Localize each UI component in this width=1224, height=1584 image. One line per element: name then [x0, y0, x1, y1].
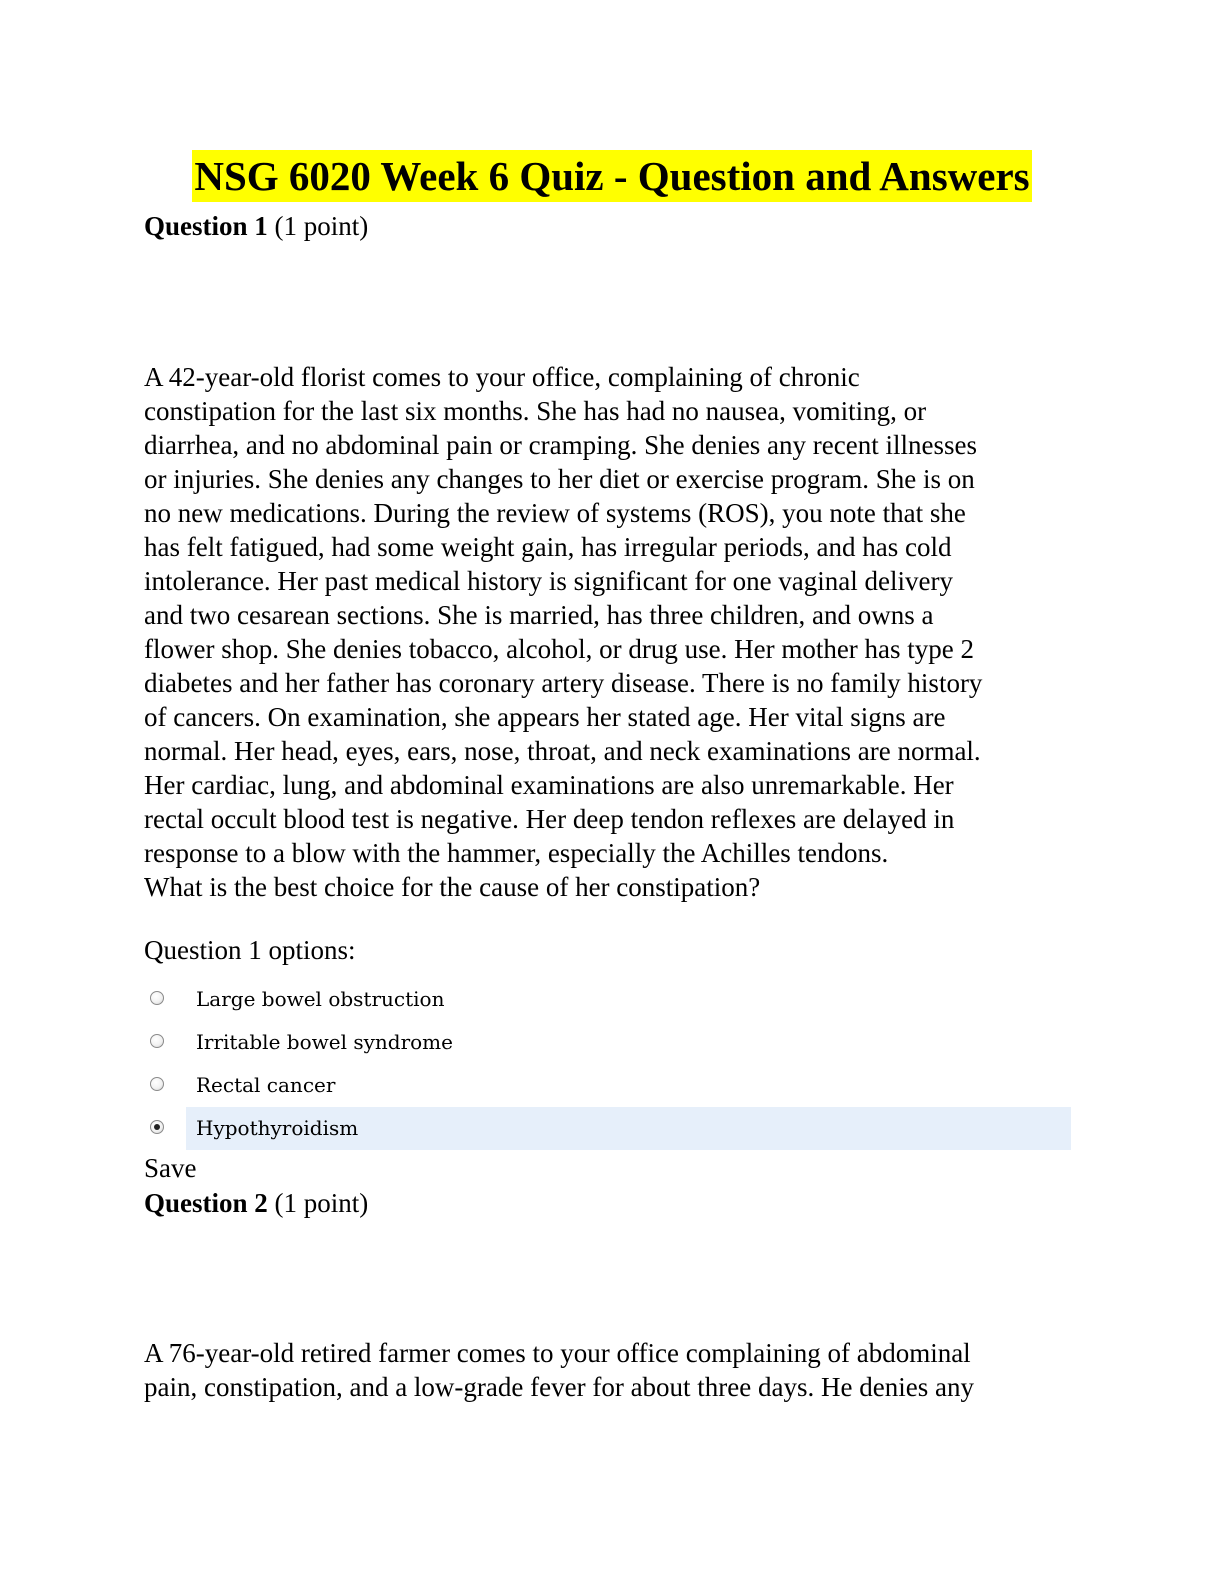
question-1-line: rectal occult blood test is negative. Her deep tendon reflexes are delayed in — [144, 804, 955, 834]
option-rectal-cancer[interactable] — [144, 1064, 1071, 1107]
question-1-line: of cancers. On examination, she appears her stated age. Her vital signs are — [144, 702, 946, 732]
question-1-line: intolerance. Her past medical history is significant for one vaginal delivery — [144, 566, 953, 596]
question-2-label: Question 2 — [144, 1188, 268, 1218]
question-1-line: response to a blow with the hammer, especially the Achilles tendons. — [144, 838, 889, 868]
radio-unselected-icon[interactable] — [150, 1077, 164, 1091]
question-1-options — [144, 978, 1071, 1150]
question-1-line: diarrhea, and no abdominal pain or cramping. She denies any recent illnesses — [144, 430, 977, 460]
question-1-line: constipation for the last six months. She has had no nausea, vomiting, or — [144, 396, 927, 426]
question-1-heading — [144, 209, 368, 243]
question-1-options-label: Question 1 options: — [144, 935, 356, 965]
question-1-line: flower shop. She denies tobacco, alcohol, or drug use. Her mother has type 2 — [144, 634, 975, 664]
question-1-label: Question 1 — [144, 211, 268, 241]
question-1-body — [144, 360, 1084, 904]
option-large-bowel-obstruction[interactable] — [144, 978, 1071, 1021]
radio-unselected-icon[interactable] — [150, 991, 164, 1005]
radio-selected-icon[interactable] — [150, 1120, 164, 1134]
question-2-points: (1 point) — [274, 1188, 369, 1218]
question-1-line: no new medications. During the review of systems (ROS), you note that she — [144, 498, 966, 528]
option-label: Rectal cancer — [196, 1073, 336, 1097]
question-1-line: or injuries. She denies any changes to her diet or exercise program. She is on — [144, 464, 975, 494]
option-label: Large bowel obstruction — [196, 987, 445, 1011]
title-container — [0, 150, 1224, 202]
question-1-line: has felt fatigued, had some weight gain, has irregular periods, and has cold — [144, 532, 952, 562]
question-1-line: Her cardiac, lung, and abdominal examinations are also unremarkable. Her — [144, 770, 954, 800]
option-label: Irritable bowel syndrome — [196, 1030, 453, 1054]
option-label: Hypothyroidism — [196, 1116, 359, 1140]
question-2-line: A 76-year-old retired farmer comes to your office complaining of abdominal — [144, 1338, 971, 1368]
save-button[interactable]: Save — [144, 1153, 197, 1183]
question-2-heading — [144, 1186, 368, 1220]
question-2-line: pain, constipation, and a low-grade fever for about three days. He denies any — [144, 1372, 974, 1402]
question-1-line: and two cesarean sections. She is married, has three children, and owns a — [144, 600, 934, 630]
radio-unselected-icon[interactable] — [150, 1034, 164, 1048]
question-2-body — [144, 1336, 1084, 1404]
option-hypothyroidism[interactable] — [144, 1107, 1071, 1150]
question-1-line: normal. Her head, eyes, ears, nose, throat, and neck examinations are normal. — [144, 736, 981, 766]
option-irritable-bowel-syndrome[interactable] — [144, 1021, 1071, 1064]
question-1-line: diabetes and her father has coronary artery disease. There is no family history — [144, 668, 983, 698]
question-1-points: (1 point) — [274, 211, 369, 241]
document-title: NSG 6020 Week 6 Quiz - Question and Answers — [192, 150, 1031, 202]
question-1-line: A 42-year-old florist comes to your office, complaining of chronic — [144, 362, 860, 392]
radio-dot — [154, 1124, 160, 1130]
question-1-prompt: What is the best choice for the cause of her constipation? — [144, 872, 761, 902]
